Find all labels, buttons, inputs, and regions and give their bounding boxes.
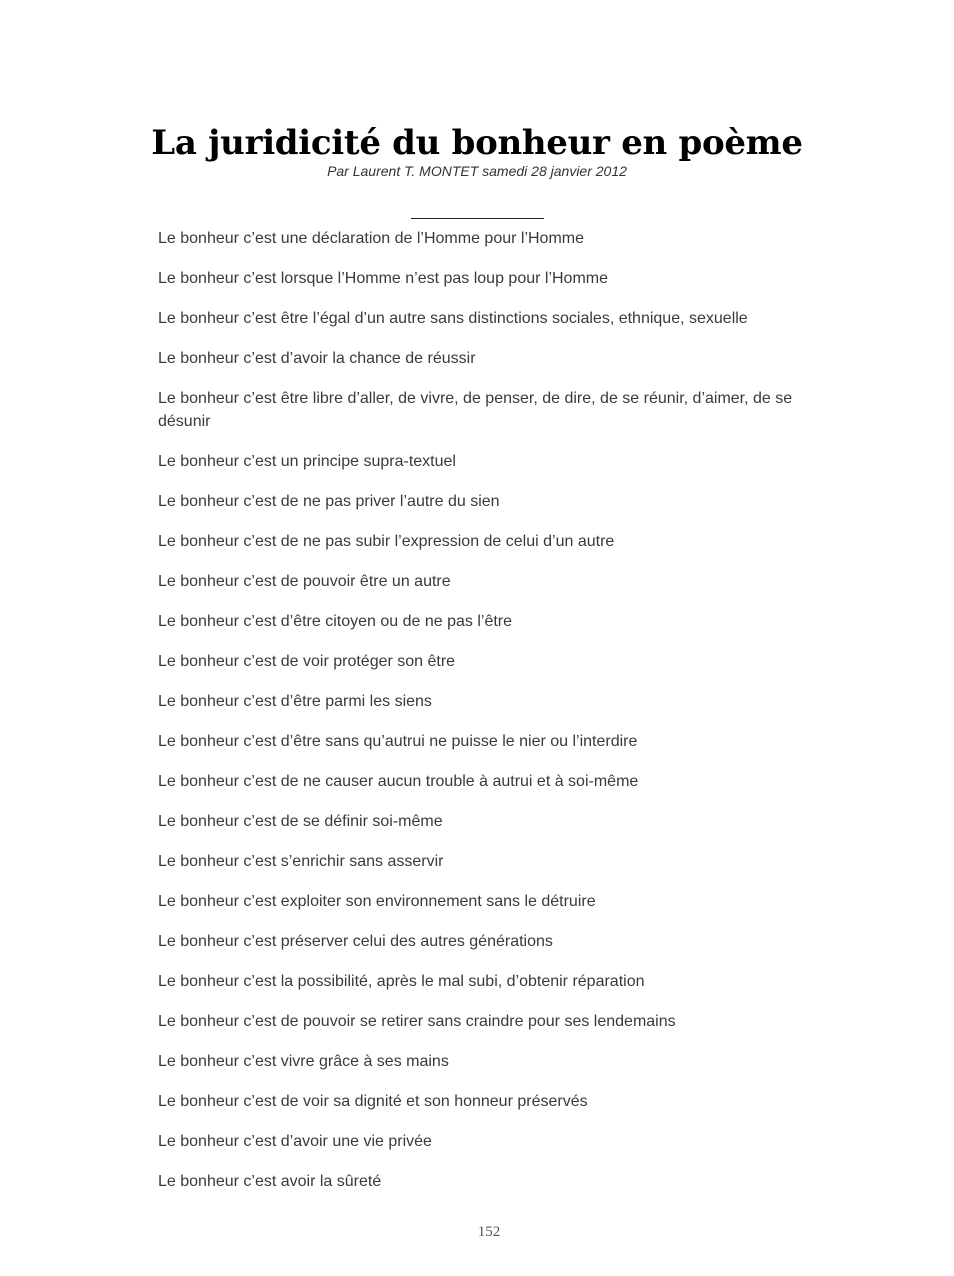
poem-verse: Le bonheur c’est un principe supra-textuel bbox=[158, 453, 456, 470]
poem-verse: Le bonheur c’est de ne causer aucun trouble à autrui et à soi-même bbox=[158, 773, 639, 790]
poem-verse: Le bonheur c’est exploiter son environnement sans le détruire bbox=[158, 893, 596, 910]
poem-verse: Le bonheur c’est d’avoir une vie privée bbox=[158, 1133, 432, 1150]
poem-verse: Le bonheur c’est de ne pas priver l’autre du sien bbox=[158, 493, 500, 510]
poem-verse: Le bonheur c’est être l’égal d’un autre sans distinctions sociales, ethnique, sexuelle bbox=[158, 310, 748, 327]
page-number: 152 bbox=[477, 1224, 501, 1240]
poem-verse: Le bonheur c’est préserver celui des autres générations bbox=[158, 933, 553, 950]
poem-verse: Le bonheur c’est d’être citoyen ou de ne pas l’être bbox=[158, 613, 513, 630]
poem-verse: Le bonheur c’est de voir protéger son être bbox=[158, 653, 456, 670]
poem-verse: Le bonheur c’est une déclaration de l’Homme pour l’Homme bbox=[158, 230, 584, 247]
poem-verses bbox=[158, 227, 818, 1210]
poem-verse: Le bonheur c’est de pouvoir être un autre bbox=[158, 573, 451, 590]
page-title: La juridicité du bonheur en poème bbox=[151, 123, 803, 163]
poem-verse: Le bonheur c’est d’être sans qu’autrui ne puisse le nier ou l’interdire bbox=[158, 733, 638, 750]
poem-verse: Le bonheur c’est d’avoir la chance de réussir bbox=[158, 350, 476, 367]
poem-verse: Le bonheur c’est la possibilité, après le mal subi, d’obtenir réparation bbox=[158, 973, 645, 990]
poem-verse: Le bonheur c’est vivre grâce à ses mains bbox=[158, 1053, 449, 1070]
poem-verse: Le bonheur c’est avoir la sûreté bbox=[158, 1173, 382, 1190]
poem-verse: Le bonheur c’est de voir sa dignité et son honneur préservés bbox=[158, 1093, 588, 1110]
author-byline: Par Laurent T. MONTET samedi 28 janvier 2012 bbox=[327, 163, 627, 179]
poem-verse: Le bonheur c’est d’être parmi les siens bbox=[158, 693, 432, 710]
poem-verse: Le bonheur c’est être libre d’aller, de vivre, de penser, de dire, de se réunir, d’aimer, de se désunir bbox=[158, 390, 793, 430]
poem-verse: Le bonheur c’est de pouvoir se retirer sans craindre pour ses lendemains bbox=[158, 1013, 676, 1030]
poem-verse: Le bonheur c’est de ne pas subir l’expression de celui d’un autre bbox=[158, 533, 615, 550]
title-divider bbox=[411, 218, 544, 219]
poem-verse: Le bonheur c’est s’enrichir sans asservir bbox=[158, 853, 444, 870]
poem-verse: Le bonheur c’est de se définir soi-même bbox=[158, 813, 443, 830]
poem-verse: Le bonheur c’est lorsque l’Homme n’est pas loup pour l’Homme bbox=[158, 270, 608, 287]
